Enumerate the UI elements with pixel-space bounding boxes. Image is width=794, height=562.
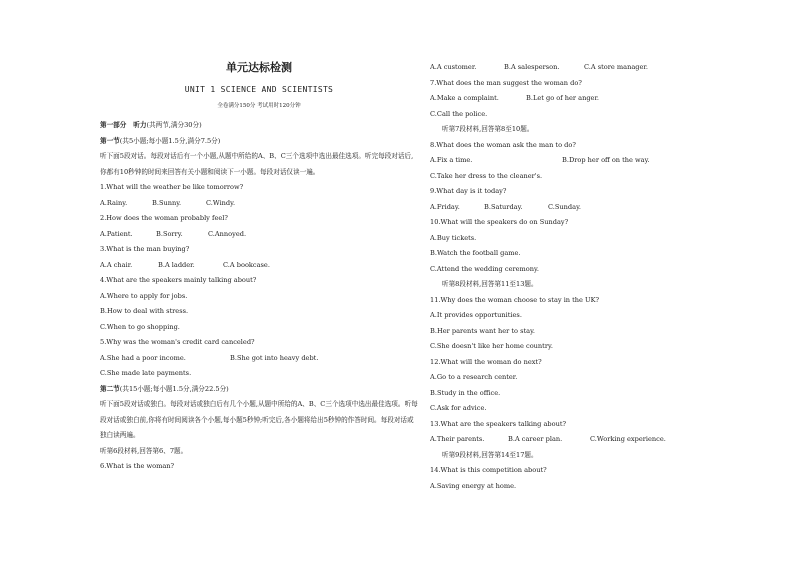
option: C.Call the police. (430, 109, 488, 118)
part1-heading (100, 118, 418, 134)
question-1-options (100, 196, 418, 212)
option: B.Study in the office. (430, 388, 501, 397)
right-column (430, 60, 730, 494)
material-8-heading: 听第8段材料,回答第11至13题。 (442, 280, 538, 288)
option: B.A salesperson. (504, 63, 560, 71)
material-9-heading: 听第9段材料,回答第14至17题。 (442, 450, 538, 459)
question-7-options (430, 91, 730, 107)
option: B.Drop her off on the way. (562, 156, 650, 164)
part1-name: 听力 (133, 121, 147, 129)
question-8: 8.What does the woman ask the man to do? (430, 140, 576, 149)
section2-heading (100, 382, 418, 398)
option: C.When to go shopping. (100, 322, 180, 331)
question-13: 13.What are the speakers talking about? (430, 419, 567, 428)
option: B.Let go of her anger. (526, 94, 599, 102)
section1-instructions: 听下面5段对话。每段对话后有一个小题,从题中所给的A、B、C三个选项中选出最佳选项。听完每段对话后,你都有10秒钟的时间来回答有关小题和阅读下一小题。每段对话仅读一遍。 (100, 152, 414, 176)
option: A.Friday. (430, 202, 460, 211)
question-8-options (430, 153, 730, 169)
question-3: 3.What is the man buying? (100, 245, 190, 253)
question-11: 11.Why does the woman choose to stay in the UK? (430, 295, 600, 304)
question-6-options (430, 60, 730, 76)
left-column (100, 118, 418, 475)
option: B.Her parents want her to stay. (430, 326, 536, 335)
question-2-options (100, 227, 418, 243)
question-5-options (100, 351, 418, 367)
option: B.A career plan. (508, 435, 563, 443)
section2-label: 第二节 (100, 384, 120, 393)
option: A.She had a poor income. (100, 353, 186, 362)
question-13-options (430, 432, 730, 448)
option: C.She doesn't like her home country. (430, 342, 553, 350)
question-5: 5.Why was the woman's credit card canceled? (100, 338, 255, 346)
section2-score: (共15小题;每小题1.5分,满分22.5分) (119, 384, 229, 393)
option: C.Take her dress to the cleaner's. (430, 171, 543, 180)
material-7-heading: 听第7段材料,回答第8至10题。 (442, 125, 534, 133)
option: A.A chair. (100, 260, 133, 269)
option: B.Sorry. (156, 229, 183, 238)
question-3-options (100, 258, 418, 274)
option: A.It provides opportunities. (430, 311, 522, 319)
section2-instructions: 听下面5段对话或独白。每段对话或独白后有几个小题,从题中所给的A、B、C三个选项中选出最佳选项。听每段对话或独白前,你将有时间阅读各个小题,每小题5秒钟;听完后,各小题将给出5秒钟的作答时间。每段对话或独白读两遍。 (100, 400, 418, 439)
part1-label: 第一部分 (100, 121, 127, 129)
question-10: 10.What will the speakers do on Sunday? (430, 218, 569, 226)
option: C.She made late payments. (100, 369, 192, 377)
option: A.Saving energy at home. (430, 481, 517, 490)
option: C.Windy. (206, 198, 236, 207)
option: C.Ask for advice. (430, 404, 487, 412)
option: A.Fix a time. (430, 156, 473, 164)
option: B.She got into heavy debt. (230, 353, 319, 362)
section1-heading (100, 134, 418, 150)
question-4: 4.What are the speakers mainly talking about? (100, 276, 257, 284)
option: A.Their parents. (430, 435, 485, 443)
question-14: 14.What is this competition about? (430, 466, 547, 474)
question-6: 6.What is the woman? (100, 462, 175, 470)
option: C.Attend the wedding ceremony. (430, 264, 539, 273)
question-1: 1.What will the weather be like tomorrow? (100, 183, 244, 191)
option: B.Sunny. (152, 198, 182, 207)
option: C.Annoyed. (208, 229, 247, 238)
option: A.Patient. (100, 229, 133, 238)
score-time-note: 全卷满分150分 考试用时120分钟 (217, 103, 301, 109)
option: A.Where to apply for jobs. (100, 291, 188, 300)
question-7: 7.What does the man suggest the woman do? (430, 78, 582, 87)
part1-score: (共两节,满分30分) (146, 121, 202, 129)
option: C.A bookcase. (223, 260, 270, 269)
option: B.Saturday. (484, 202, 523, 211)
section1-score: (共5小题;每小题1.5分,满分7.5分) (119, 136, 221, 145)
question-12: 12.What will the woman do next? (430, 357, 542, 366)
option: B.How to deal with stress. (100, 307, 189, 315)
option: B.A ladder. (158, 260, 195, 269)
document-title: 单元达标检测 (226, 61, 292, 74)
option: C.Sunday. (548, 202, 582, 211)
material-6-heading: 听第6段材料,回答第6、7题。 (100, 446, 188, 455)
question-9: 9.What day is it today? (430, 187, 507, 195)
question-2: 2.How does the woman probably feel? (100, 214, 228, 222)
option: A.A customer. (430, 63, 477, 71)
section1-label: 第一节 (100, 136, 120, 145)
option: C.A store manager. (584, 63, 648, 71)
option: A.Buy tickets. (430, 233, 477, 242)
option: A.Make a complaint. (430, 94, 499, 102)
unit-subtitle: UNIT 1 SCIENCE AND SCIENTISTS (184, 85, 334, 94)
option: C.Working experience. (590, 435, 666, 443)
option: B.Watch the football game. (430, 249, 521, 257)
option: A.Go to a research center. (430, 373, 518, 381)
option: A.Rainy. (100, 198, 128, 207)
question-9-options (430, 200, 730, 216)
